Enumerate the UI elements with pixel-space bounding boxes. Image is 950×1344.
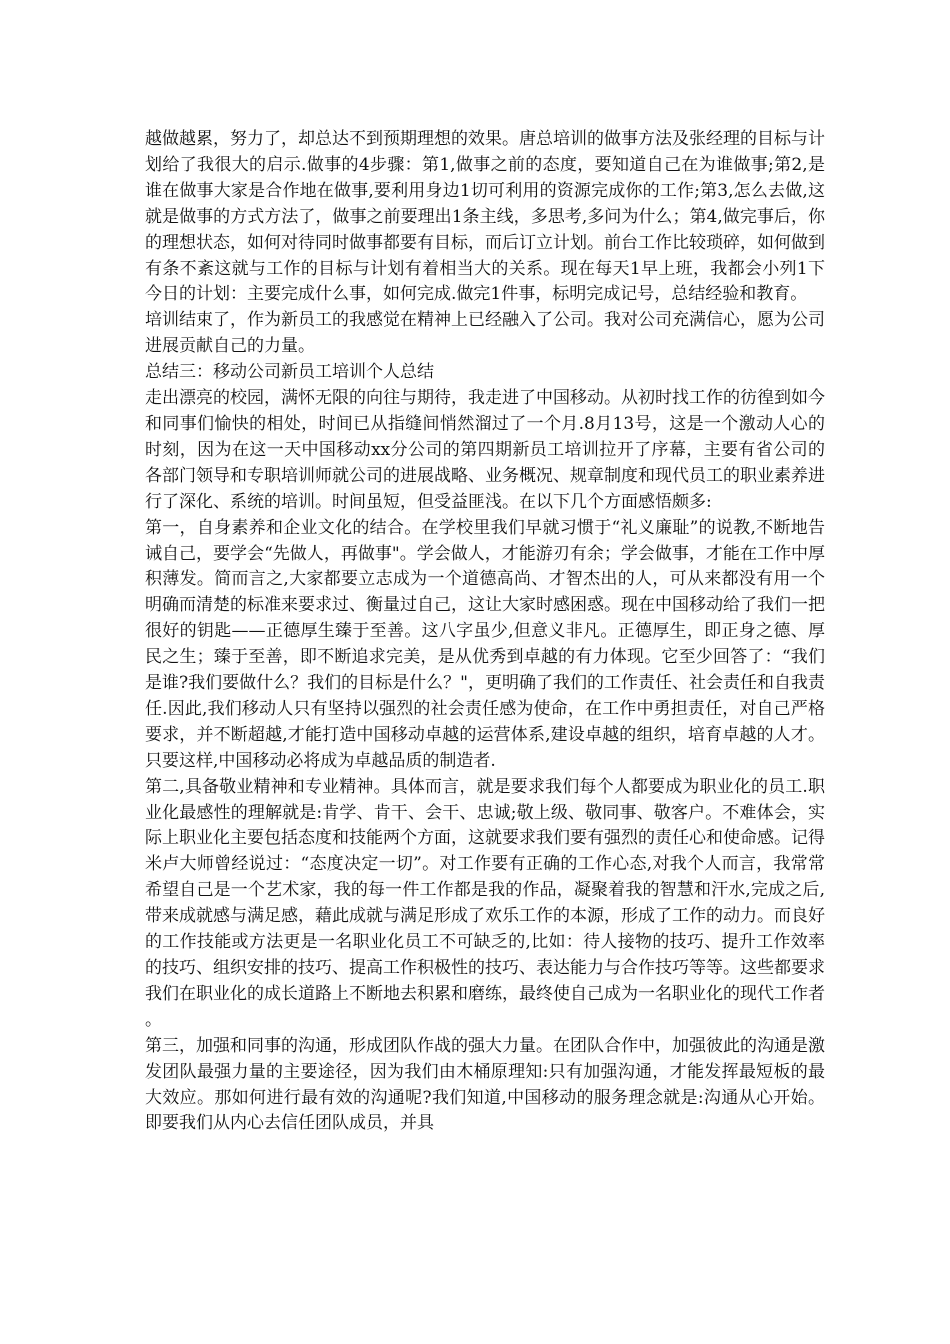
paragraph-point-one: 第一，自身素养和企业文化的结合。在学校里我们早就习惯于“礼义廉耻”的说教,不断地告诫自己，要学会“先做人，再做事"。学会做人，才能游刃有余；学会做事，才能在工作中厚积薄发。简而言之,大家都要立志成为一个道德高尚、才智杰出的人，可从来都没有用一个明确而清楚的标准来要求过、衡量过自己，这让大家时感困惑。现在中国移动给了我们一把很好的钥匙——正德厚生臻于至善。这八字虽少,但意义非凡。正德厚生，即正身之德、厚民之生；臻于至善，即不断追求完美，是从优秀到卓越的有力体现。它至少回答了：“我们是谁?我们要做什么？我们的目标是什么？"，更明确了我们的工作责任、社会责任和自我责任.因此,我们移动人只有坚持以强烈的社会责任感为使命，在工作中勇担责任，对自己严格要求，并不断超越,才能打造中国移动卓越的运营体系,建设卓越的组织，培育卓越的人才。只要这样,中国移动必将成为卓越品质的制造者.: [145, 517, 825, 771]
paragraph-work-method: 越做越累，努力了，却总达不到预期理想的效果。唐总培训的做事方法及张经理的目标与计划给了我很大的启示.做事的4步骤：第1,做事之前的态度，要知道自己在为谁做事;第2,是谁在做事大家是合作地在做事,要利用身边1切可利用的资源完成你的工作;第3,怎么去做,这就是做事的方式方法了，做事之前要理出1条主线，多思考,多问为什么；第4,做完事后，你的理想状态，如何对待同时做事都要有目标，而后订立计划。前台工作比较琐碎，如何做到有条不紊这就与工作的目标与计划有着相当大的关系。现在每天1早上班，我都会小列1下今日的计划：主要完成什么事，如何完成.做完1件事，标明完成记号，总结经验和教育。: [145, 129, 825, 305]
paragraph-point-three: 第三，加强和同事的沟通，形成团队作战的强大力量。在团队合作中，加强彼此的沟通是激发团队最强力量的主要途径，因为我们由木桶原理知:只有加强沟通，才能发挥最短板的最大效应。那如何进行最有效的沟通呢?我们知道,中国移动的服务理念就是:沟通从心开始。即要我们从内心去信任团队成员，并具: [145, 1035, 825, 1134]
paragraph-point-two: 第二,具备敬业精神和专业精神。具体而言，就是要求我们每个人都要成为职业化的员工.职业化最感性的理解就是:肯学、肯干、会干、忠诚;敬上级、敬同事、敬客户。不难体会，实际上职业化主要包括态度和技能两个方面，这就要求我们要有强烈的责任心和使命感。记得米卢大师曾经说过：“态度决定一切”。对工作要有正确的工作心态,对我个人而言，我常常希望自己是一个艺术家，我的每一件工作都是我的作品，凝聚着我的智慧和汗水,完成之后,带来成就感与满足感，藉此成就与满足形成了欢乐工作的本源，形成了工作的动力。而良好的工作技能或方法更是一名职业化员工不可缺乏的,比如：待人接物的技巧、提升工作效率的技巧、组织安排的技巧、提高工作积极性的技巧、表达能力与合作技巧等等。这些都要求我们在职业化的成长道路上不断地去积累和磨练，最终使自己成为一名职业化的现代工作者。: [145, 776, 825, 1030]
document-page: [145, 127, 825, 1137]
paragraph-intro: 走出漂亮的校园，满怀无限的向往与期待，我走进了中国移动。从初时找工作的彷徨到如今和同事们愉快的相处，时间已从指缝间悄然溜过了一个月.8月13号，这是一个激动人心的时刻，因为在这一天中国移动xx分公司的第四期新员工培训拉开了序幕，主要有省公司的各部门领导和专职培训师就公司的进展战略、业务概况、规章制度和现代员工的职业素养进行了深化、系统的培训。时间虽短，但受益匪浅。在以下几个方面感悟颇多:: [145, 388, 825, 512]
paragraph-training-end: 培训结束了，作为新员工的我感觉在精神上已经融入了公司。我对公司充满信心，愿为公司进展贡献自己的力量。: [145, 310, 825, 357]
section-heading: 总结三：移动公司新员工培训个人总结: [145, 362, 434, 383]
